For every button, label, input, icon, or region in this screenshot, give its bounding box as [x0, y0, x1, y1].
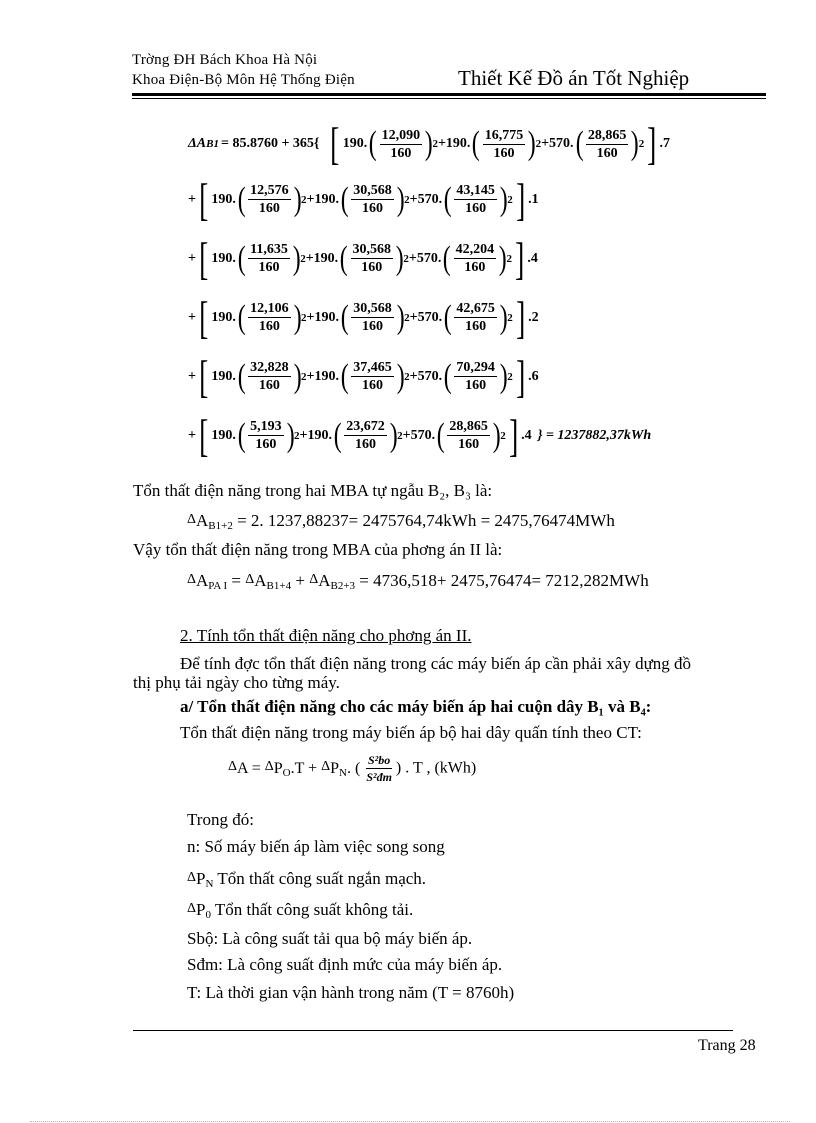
loss-formula	[228, 752, 476, 785]
right-bracket: ]	[515, 350, 526, 402]
equation-row	[188, 288, 748, 347]
paren-close: )	[499, 180, 508, 218]
fraction-num: 43,145	[456, 183, 495, 198]
exponent: 2	[293, 429, 300, 442]
coef-190: 190.	[211, 250, 236, 266]
header-rule	[132, 93, 766, 96]
exponent: 2	[506, 252, 512, 265]
paren-open: (	[340, 180, 349, 218]
fraction-num: 30,568	[352, 242, 392, 257]
exponent: 2	[404, 370, 410, 383]
paragraph-3a: Để tính đợc tổn thất điện năng trong các máy biến áp cần phải xây dựng đồ	[180, 654, 692, 673]
exponent: 2	[507, 370, 513, 383]
exponent: 2	[397, 429, 403, 442]
definition-pn	[187, 869, 426, 890]
fraction	[483, 127, 526, 162]
fraction-num: S²bo	[367, 753, 391, 767]
fraction-den: 160	[362, 201, 384, 216]
formula-p0: P	[273, 759, 283, 777]
fraction	[351, 300, 394, 335]
fraction	[248, 359, 291, 394]
exponent: 2	[300, 370, 307, 383]
equation-result: } = 1237882,37kWh	[537, 427, 652, 443]
formula-a: A	[196, 511, 209, 530]
delta-symbol: Δ	[187, 870, 197, 885]
coef-190: 190.	[342, 136, 368, 151]
coef-190: +190.	[437, 136, 471, 151]
formula-pn: P	[330, 759, 340, 777]
paren-close: )	[286, 416, 295, 454]
formula-lhs: A =	[237, 759, 261, 777]
right-bracket: ]	[515, 232, 525, 284]
fraction-num: 28,865	[587, 127, 627, 143]
exponent: 2	[500, 429, 506, 442]
fraction	[586, 127, 629, 162]
fraction-den: 160	[355, 437, 377, 452]
definition-symbol: P	[196, 869, 206, 888]
paren-open: (	[443, 357, 452, 395]
fraction-den: 160	[465, 201, 487, 216]
header-rule-thin	[132, 98, 766, 99]
hours-factor: .1	[528, 191, 539, 207]
hours-factor: .4	[527, 250, 538, 266]
fraction-den: S²đm	[366, 770, 392, 784]
equation-lhs: ΔA	[188, 136, 207, 151]
delta-symbol: Δ	[245, 572, 255, 587]
equals-sign: =	[231, 571, 241, 590]
coef-570: +570.	[402, 427, 436, 443]
coef-570: +570.	[409, 368, 443, 384]
definition-t: T: Là thời gian vận hành trong năm (T = 8760h)	[187, 983, 515, 1002]
formula-sub: B1+2	[208, 520, 233, 532]
fraction	[454, 359, 497, 394]
fraction-den: 160	[493, 145, 515, 161]
fraction-num: 30,568	[353, 183, 392, 198]
delta-symbol: Δ	[187, 901, 197, 916]
header-title: Thiết Kế Đồ án Tốt Nghiệp	[458, 66, 690, 90]
paren-open: (	[237, 180, 246, 218]
formula-rest: = 4736,518+ 2475,76474= 7212,282MWh	[359, 571, 649, 590]
equation-lhs-sub: B1	[206, 138, 219, 150]
fraction	[447, 418, 490, 453]
formula-t: .T +	[290, 759, 318, 777]
fraction-den: 160	[465, 319, 487, 334]
plus-sign: +	[188, 427, 196, 443]
definition-sub: N	[205, 878, 214, 890]
fraction-num: 42,675	[456, 301, 495, 316]
coef-190: +190.	[299, 427, 332, 443]
fraction	[248, 241, 290, 276]
formula-tail: ) . T , (kWh)	[395, 759, 477, 777]
paren-close: )	[292, 239, 301, 277]
footer-rule	[133, 1030, 733, 1031]
fraction-den: 160	[465, 378, 487, 393]
fraction-den: 160	[390, 145, 412, 161]
left-bracket: [	[199, 232, 209, 284]
formula-sub: PA I	[208, 580, 228, 592]
paren-open: (	[443, 298, 452, 336]
fraction-den: 160	[258, 201, 280, 216]
paren-close: )	[498, 239, 507, 277]
definition-p0	[187, 900, 413, 921]
exponent: 2	[507, 311, 513, 324]
subsection-heading: a/ Tổn thất điện năng cho các máy biến áp hai cuộn dây B₁ và B₄:	[180, 697, 652, 716]
exponent: 2	[404, 193, 410, 206]
fraction-num: 37,465	[353, 360, 392, 375]
right-bracket: ]	[515, 291, 526, 343]
coef-190: +190.	[306, 368, 339, 384]
equation-row	[188, 406, 748, 465]
exponent: 2	[535, 138, 542, 150]
paren-close: )	[293, 298, 302, 336]
load-ratio-fraction	[366, 752, 392, 785]
paren-open: (	[333, 416, 342, 454]
paren-open: (	[368, 125, 377, 162]
paragraph-3b: thị phụ tải ngày cho từng máy.	[133, 673, 340, 692]
header-university: Trờng ĐH Bách Khoa Hà Nội	[132, 52, 318, 68]
fraction-num: 32,828	[250, 360, 289, 375]
fraction-den: 160	[361, 260, 383, 275]
exponent: 2	[404, 311, 410, 324]
formula-p0-sub: O	[282, 766, 291, 779]
hours-factor: .7	[659, 136, 671, 151]
delta-symbol: Δ	[187, 512, 197, 527]
page-edge	[30, 1121, 790, 1122]
paren-open: (	[340, 298, 349, 336]
exponent: 2	[507, 193, 513, 206]
fraction	[351, 241, 394, 276]
equation-row	[188, 118, 748, 170]
formula-sub: B1+4	[266, 580, 292, 592]
paren-close: )	[396, 180, 405, 218]
exponent: 2	[403, 252, 409, 265]
paren-close: )	[396, 298, 405, 336]
paragraph-2: Vậy tổn thất điện năng trong MBA của phơng án II là:	[133, 540, 503, 559]
hours-factor: .4	[521, 427, 532, 443]
paren-close: )	[395, 239, 404, 277]
fraction-num: 70,294	[456, 360, 495, 375]
coef-190: +190.	[305, 250, 339, 266]
definition-text: Tổn thất công suất ngắn mạch.	[213, 869, 427, 888]
page-number: Trang 28	[698, 1037, 756, 1054]
fraction-den: 160	[458, 437, 480, 452]
equation-lhs-rest: = 85.8760 + 365{	[220, 136, 320, 151]
fraction	[344, 418, 387, 453]
section-heading: 2. Tính tổn thất điện năng cho phơng án II.	[180, 626, 472, 645]
paren-close: )	[389, 416, 398, 454]
delta-symbol: Δ	[187, 572, 197, 587]
paren-open: (	[237, 357, 246, 395]
hours-factor: .6	[528, 368, 539, 384]
paren-open: (	[436, 416, 445, 454]
delta-symbol: Δ	[228, 758, 238, 774]
paren-open: (	[339, 239, 348, 277]
coef-570: +570.	[409, 191, 443, 207]
fraction-den: 160	[362, 378, 384, 393]
paren-open: (	[472, 125, 481, 162]
fraction-num: 42,204	[455, 242, 495, 257]
where-label: Trong đó:	[187, 810, 254, 829]
exponent: 2	[300, 193, 307, 206]
paren-open: (	[443, 239, 451, 277]
right-bracket: ]	[647, 118, 657, 169]
definition-sbo: Sbộ: Là công suất tải qua bộ máy biến áp.	[187, 929, 473, 948]
exponent: 2	[638, 138, 645, 150]
delta-symbol: Δ	[309, 572, 319, 587]
paren-open: (	[237, 298, 246, 336]
coef-570: +570.	[409, 309, 443, 325]
left-bracket: [	[199, 291, 209, 343]
delta-symbol: Δ	[321, 758, 331, 774]
exponent: 2	[300, 252, 306, 265]
formula-dot: . (	[346, 759, 361, 777]
plus-sign: +	[295, 571, 305, 590]
fraction-den: 160	[258, 319, 280, 334]
coef-190: 190.	[211, 368, 236, 384]
equation-row	[188, 229, 748, 288]
definition-sdm: Sđm: Là công suất định mức của máy biến áp.	[187, 955, 503, 974]
paragraph-1: Tổn thất điện năng trong hai MBA tự ngẫu B₂, B₃ là:	[133, 481, 493, 500]
paren-close: )	[424, 125, 433, 162]
paren-open: (	[443, 180, 452, 218]
formula-rest: = 2. 1237,88237= 2475764,74kWh = 2475,76474MWh	[237, 511, 615, 530]
formula-a: A	[318, 571, 331, 590]
fraction-num: 30,568	[353, 301, 392, 316]
paren-close: )	[293, 180, 302, 218]
paren-close: )	[293, 357, 302, 395]
left-bracket: [	[330, 118, 340, 169]
coef-190: +190.	[306, 309, 339, 325]
definition-text: Tổn thất công suất không tải.	[210, 900, 414, 919]
paren-open: (	[340, 357, 349, 395]
coef-570: +570.	[541, 136, 574, 151]
paren-open: (	[575, 125, 584, 162]
fraction-den: 160	[362, 319, 384, 334]
plus-sign: +	[188, 191, 196, 207]
coef-570: +570.	[408, 250, 442, 266]
fraction	[351, 182, 394, 217]
formula-a: A	[196, 571, 209, 590]
fraction	[351, 359, 394, 394]
formula-pa	[187, 571, 649, 592]
fraction-num: 28,865	[449, 419, 488, 434]
paren-close: )	[631, 125, 640, 162]
paragraph-4: Tổn thất điện năng trong máy biến áp bộ hai dây quấn tính theo CT:	[180, 723, 642, 742]
paren-close: )	[492, 416, 501, 454]
paren-close: )	[396, 357, 405, 395]
fraction-num: 23,672	[346, 419, 385, 434]
fraction-num: 16,775	[484, 127, 524, 143]
paren-close: )	[499, 357, 508, 395]
fraction-den: 160	[258, 378, 280, 393]
right-bracket: ]	[515, 173, 526, 225]
formula-pn-sub: N	[339, 766, 347, 779]
exponent: 2	[300, 311, 307, 324]
formula-a: A	[254, 571, 267, 590]
delta-symbol: Δ	[264, 758, 274, 774]
energy-loss-equation	[188, 118, 748, 465]
fraction	[380, 127, 423, 162]
definition-sub: 0	[205, 909, 211, 921]
coef-190: 190.	[211, 309, 236, 325]
equation-row	[188, 347, 748, 406]
fraction-num: 12,576	[250, 183, 289, 198]
paren-close: )	[499, 298, 508, 336]
fraction-den: 160	[464, 260, 486, 275]
header-department: Khoa Điện-Bộ Môn Hệ Thống Điện	[132, 72, 355, 88]
right-bracket: ]	[508, 409, 519, 461]
definition-symbol: P	[196, 900, 206, 919]
fraction-den: 160	[258, 260, 280, 275]
plus-sign: +	[188, 309, 196, 325]
fraction	[248, 300, 291, 335]
plus-sign: +	[188, 250, 196, 266]
coef-190: 190.	[211, 191, 236, 207]
fraction	[248, 182, 291, 217]
definition-n: n: Số máy biến áp làm việc song song	[187, 837, 445, 856]
left-bracket: [	[199, 173, 209, 225]
exponent: 2	[432, 138, 438, 150]
fraction-den: 160	[596, 145, 618, 161]
plus-sign: +	[188, 368, 196, 384]
fraction	[248, 418, 284, 453]
formula-b12	[187, 511, 615, 532]
fraction-num: 12,106	[250, 301, 289, 316]
fraction-num: 11,635	[250, 242, 288, 257]
hours-factor: .2	[528, 309, 539, 325]
fraction	[454, 182, 497, 217]
fraction	[454, 300, 497, 335]
fraction-den: 160	[255, 437, 277, 452]
left-bracket: [	[199, 350, 209, 402]
paren-open: (	[237, 416, 246, 454]
left-bracket: [	[199, 409, 209, 461]
formula-sub: B2+3	[330, 580, 356, 592]
paren-close: )	[527, 125, 536, 162]
fraction-num: 12,090	[381, 127, 421, 143]
coef-190: +190.	[306, 191, 339, 207]
coef-190: 190.	[211, 427, 236, 443]
equation-row	[188, 170, 748, 229]
paren-open: (	[237, 239, 246, 277]
fraction	[454, 241, 497, 276]
fraction-num: 5,193	[250, 419, 282, 434]
